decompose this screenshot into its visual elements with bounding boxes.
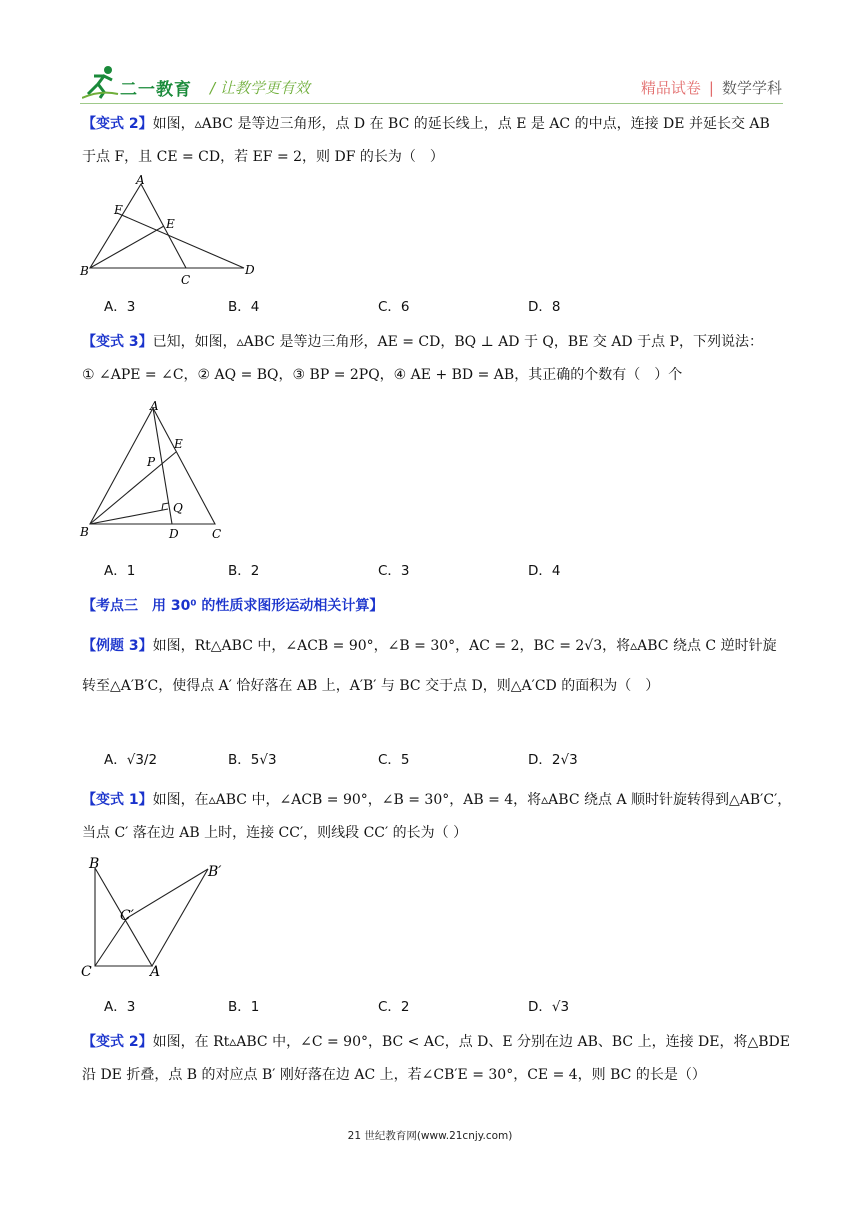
q1-label-f: F — [114, 203, 123, 217]
slogan: / 让教学更有效 — [210, 79, 310, 97]
q1-option-d: D．8 — [528, 299, 561, 315]
header-subject: 数学学科 — [721, 79, 782, 97]
q2-label-q: Q — [173, 501, 183, 515]
q3-option-a: A．√3/2 — [104, 752, 158, 768]
q1-line1 — [82, 114, 770, 134]
q5-line2: 沿 DE 折叠，点 B 的对应点 B′ 刚好落在边 AC 上，若∠CB′E = 30°，CE = 4，则 BC 的长是（） — [82, 1067, 706, 1083]
q3-option-d: D．2√3 — [528, 752, 578, 768]
q4-text1: 如图，在▵ABC 中，∠ACB = 90°，∠B = 30°，AB = 4，将▵ABC 绕点 A 顺时针旋转得到△AB′C′， — [152, 792, 792, 808]
q1-option-a: A．3 — [104, 299, 136, 315]
q2-line1 — [82, 332, 763, 352]
q4-option-a: A．3 — [104, 999, 136, 1015]
logo-runner-icon — [82, 64, 120, 100]
page-footer: 21 世纪教育网(www.21cnjy.com) — [347, 1130, 513, 1142]
q1-label-c: C — [181, 273, 191, 287]
q2-line2: ① ∠APE = ∠C，② AQ = BQ，③ BP = 2PQ，④ AE + BD = AB，其正确的个数有（ ）个 — [82, 367, 683, 383]
q2-label-e: E — [174, 437, 183, 451]
q3-line1 — [82, 636, 777, 656]
q2-figure — [78, 396, 238, 544]
q2-label-p: P — [147, 455, 156, 469]
q5-text1: 如图，在 Rt▵ABC 中，∠C = 90°，BC < AC，点 D、E 分别在边 AB、BC 上，连接 DE，将△BDE — [152, 1034, 790, 1050]
q1-label-e: E — [166, 217, 175, 231]
header-rule — [80, 103, 783, 104]
q4-label-b: B — [89, 856, 100, 872]
q5-tag: 【变式 2】 — [82, 1034, 153, 1050]
q5-line1 — [82, 1032, 790, 1052]
q2-option-b: B．2 — [228, 563, 260, 579]
q4-option-d: D．√3 — [528, 999, 570, 1015]
q2-label-d: D — [169, 527, 179, 541]
header-separator: | — [708, 79, 714, 97]
q4-label-b-prime: B′ — [208, 864, 222, 880]
q4-option-b: B．1 — [228, 999, 260, 1015]
q3-option-c: C．5 — [378, 752, 410, 768]
q4-line1 — [82, 790, 791, 810]
q1-text1: 如图，▵ABC 是等边三角形，点 D 在 BC 的延长线上，点 E 是 AC 的中点，连接 DE 并延长交 AB — [152, 116, 770, 132]
q3-tag: 【例题 3】 — [82, 638, 153, 654]
q2-text1: 已知，如图，▵ABC 是等边三角形，AE = CD，BQ ⊥ AD 于 Q，BE 交 AD 于点 P，下列说法： — [152, 334, 763, 350]
q2-option-d: D．4 — [528, 563, 561, 579]
q2-option-c: C．3 — [378, 563, 410, 579]
q1-label-a: A — [136, 173, 145, 187]
q4-option-c: C．2 — [378, 999, 410, 1015]
q1-figure — [78, 172, 268, 290]
q4-figure — [78, 852, 238, 984]
section-title: 【考点三 用 30⁰ 的性质求图形运动相关计算】 — [82, 598, 384, 614]
q3-option-b: B．5√3 — [228, 752, 277, 768]
q4-line2: 当点 C′ 落在边 AB 上时，连接 CC′，则线段 CC′ 的长为（ ） — [82, 825, 468, 841]
q3-line2: 转至△A′B′C，使得点 A′ 恰好落在 AB 上，A′B′ 与 BC 交于点 D，则△A′CD 的面积为（ ） — [82, 678, 660, 694]
q1-label-d: D — [245, 263, 255, 277]
q2-label-c: C — [212, 527, 222, 541]
q4-tag: 【变式 1】 — [82, 792, 153, 808]
q3-text1: 如图，Rt△ABC 中，∠ACB = 90°，∠B = 30°，AC = 2，BC = 2√3，将▵ABC 绕点 C 逆时针旋 — [152, 638, 777, 654]
header-right — [641, 77, 782, 98]
logo-text: 二一教育 — [120, 80, 192, 100]
q1-tag: 【变式 2】 — [82, 116, 153, 132]
q1-line2: 于点 F，且 CE = CD，若 EF = 2，则 DF 的长为（ ） — [82, 149, 444, 165]
q1-option-b: B．4 — [228, 299, 260, 315]
q4-label-a: A — [150, 964, 161, 980]
q4-label-c: C — [81, 964, 92, 980]
q1-option-c: C．6 — [378, 299, 410, 315]
q2-label-b: B — [80, 525, 89, 539]
q2-tag: 【变式 3】 — [82, 334, 153, 350]
q4-label-c-prime: C′ — [120, 908, 134, 924]
q1-label-b: B — [80, 264, 89, 278]
header-series: 精品试卷 — [640, 79, 701, 97]
q2-label-a: A — [150, 399, 159, 413]
q2-option-a: A．1 — [104, 563, 136, 579]
